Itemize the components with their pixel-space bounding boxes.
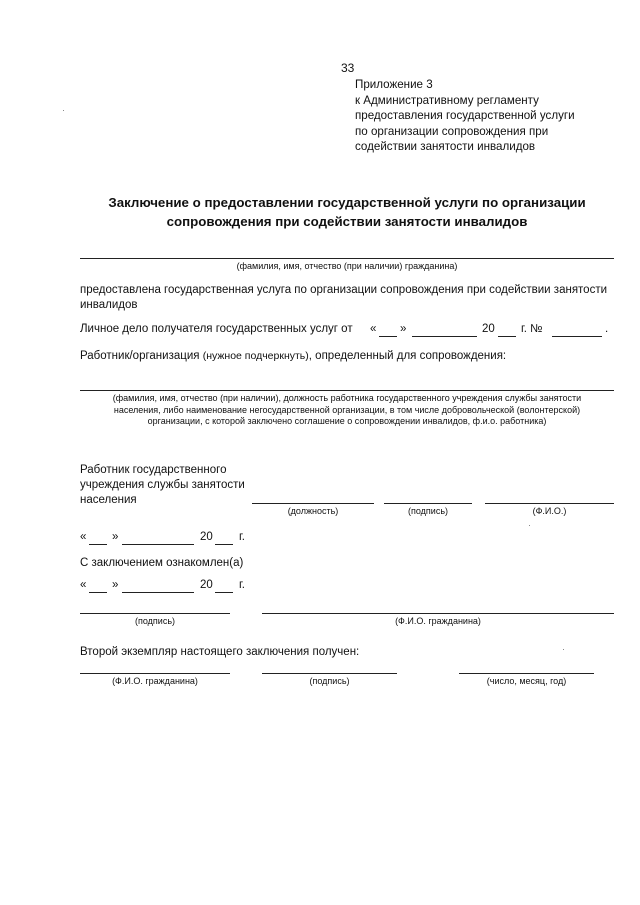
day-field[interactable] [379, 336, 397, 337]
file-number-field[interactable] [552, 336, 602, 337]
date2-close-quote: » [112, 579, 119, 591]
appendix-line: предоставления государственной услуги [355, 109, 575, 122]
receiver-date-caption: (число, месяц, год) [486, 676, 567, 686]
date1-open-quote: « [80, 531, 87, 543]
g-number-label: г. № [521, 323, 543, 335]
date1-year-prefix: 20 [200, 531, 213, 543]
date1-g: г. [239, 531, 245, 543]
worker-org-label-text: Работник/организация [80, 350, 200, 362]
personal-file-label: Личное дело получателя государственных услуг от [80, 323, 353, 335]
receiver-fio-line[interactable] [80, 673, 230, 674]
employee-label-line: населения [80, 494, 137, 506]
worker-org-caption [80, 393, 614, 428]
position-line[interactable] [252, 503, 374, 504]
citizen-signature-line[interactable] [80, 613, 230, 614]
date2-g: г. [239, 579, 245, 591]
scan-speck [529, 525, 530, 526]
receiver-fio-caption: (Ф.И.О. гражданина) [112, 676, 198, 686]
acquainted-label: С заключением ознакомлен(а) [80, 557, 244, 569]
title-line: Заключение о предоставлении государственной услуги по организации [108, 195, 586, 210]
receiver-signature-line[interactable] [262, 673, 397, 674]
caption-line: организации, с которой заключено соглашение о сопровождении инвалидов, ф.и.о. работника) [147, 416, 547, 426]
employee-label-line: учреждения службы занятости [80, 479, 245, 491]
date1-year-field[interactable] [215, 544, 233, 545]
year-field[interactable] [498, 336, 516, 337]
worker-org-label [80, 350, 506, 362]
signature-caption: (подпись) [407, 506, 449, 516]
month-field[interactable] [412, 336, 477, 337]
caption-line: (фамилия, имя, отчество (при наличии), должность работника государственного учреждения службы занятости [112, 393, 582, 403]
scan-speck [63, 110, 64, 111]
date2-month-field[interactable] [122, 592, 194, 593]
caption-line: населения, либо наименование негосударственной организации, в том числе добровольческой (волонтерской) [113, 404, 581, 415]
year-prefix: 20 [482, 323, 495, 335]
title-line: сопровождения при содействии занятости инвалидов [166, 214, 528, 229]
worker-org-note: (нужное подчеркнуть) [202, 350, 309, 362]
quote-close: » [400, 323, 407, 335]
signature-line[interactable] [384, 503, 472, 504]
date2-open-quote: « [80, 579, 87, 591]
citizen-fio-caption: (Ф.И.О. гражданина) [395, 616, 481, 626]
worker-org-line[interactable] [80, 390, 614, 391]
quote-open: « [370, 323, 377, 335]
appendix-line: содействии занятости инвалидов [355, 140, 536, 153]
citizen-signature-caption: (подпись) [134, 616, 176, 626]
page-number: 33 [341, 61, 355, 75]
period: . [605, 323, 609, 335]
fio-caption: (Ф.И.О.) [532, 506, 567, 516]
scan-speck [563, 649, 564, 650]
citizen-name-caption: (фамилия, имя, отчество (при наличии) гражданина) [236, 261, 458, 271]
citizen-name-line[interactable] [80, 258, 614, 259]
fio-line[interactable] [485, 503, 614, 504]
position-caption: (должность) [287, 506, 339, 516]
service-provided-text: предоставлена государственная услуга по организации сопровождения при содействии занятости инвалидов [80, 284, 608, 311]
employee-label-line: Работник государственного [80, 464, 227, 476]
employee-label [80, 463, 245, 508]
date2-day-field[interactable] [89, 592, 107, 593]
second-copy-label: Второй экземпляр настоящего заключения получен: [80, 646, 360, 658]
date2-year-field[interactable] [215, 592, 233, 593]
worker-org-rest: , определенный для сопровождения: [308, 350, 507, 362]
receiver-signature-caption: (подпись) [309, 676, 350, 686]
appendix-line: по организации сопровождения при [355, 124, 549, 138]
document-title [80, 193, 614, 231]
date1-day-field[interactable] [89, 544, 107, 545]
receiver-date-line[interactable] [459, 673, 594, 674]
appendix-header [355, 77, 575, 155]
date1-month-field[interactable] [122, 544, 194, 545]
date1-close-quote: » [112, 531, 119, 543]
citizen-fio-line[interactable] [262, 613, 614, 614]
appendix-line: Приложение 3 [355, 78, 433, 91]
appendix-line: к Административному регламенту [355, 93, 539, 107]
date2-year-prefix: 20 [200, 579, 213, 591]
